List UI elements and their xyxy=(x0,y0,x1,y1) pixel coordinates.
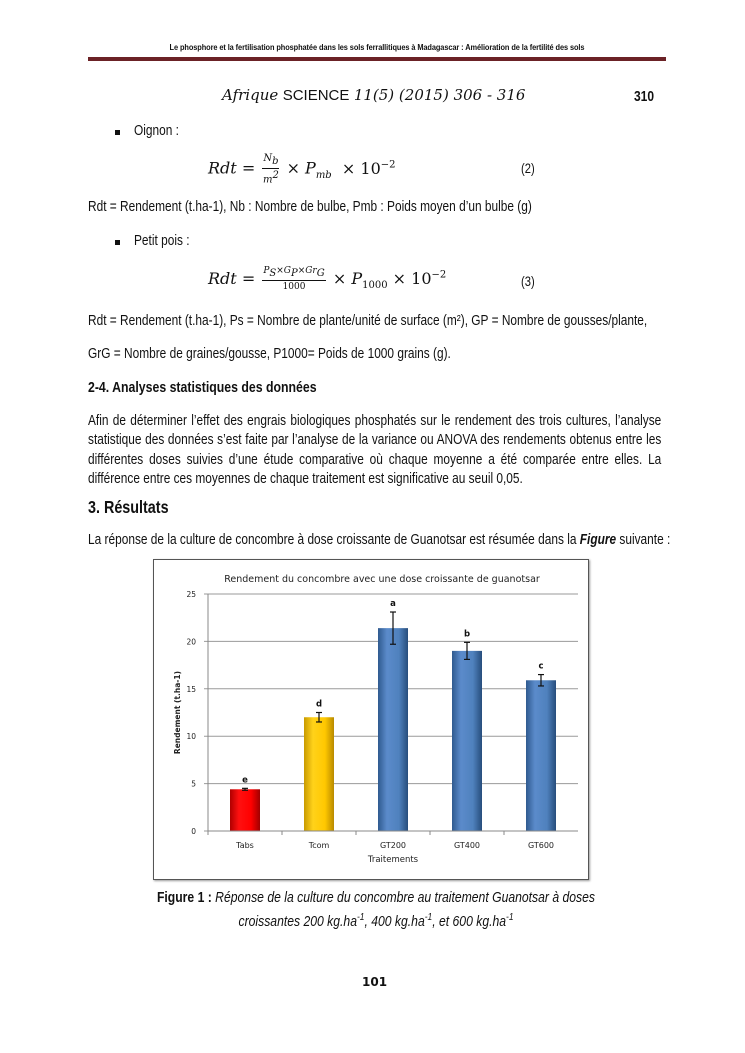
y-tick-label: 10 xyxy=(186,732,196,742)
y-tick-label: 15 xyxy=(186,684,196,694)
paragraph-line: différentes doses suivies d’une étude comparative où chaque moyenne a été comparée entre elles. La xyxy=(88,451,662,468)
journal-reference xyxy=(222,86,525,105)
equation-petit-pois: Rdt = $\frac{P_S\times G_P\times Gr_G}{1000}$ × $P_{1000} \times 10^{-2}$ xyxy=(208,266,447,292)
paragraph-line: statistique des données s’est faite par l’analyse de la variance ou ANOVA des rendements obtenus entre les xyxy=(88,432,662,449)
y-tick-label: 0 xyxy=(191,827,196,836)
bar-tabs xyxy=(230,789,260,831)
figure-label: Figure 1 : xyxy=(156,890,212,906)
y-tick-label: 20 xyxy=(186,637,196,647)
petit-pois-label: Petit pois : xyxy=(134,233,190,249)
journal-volume: 11(5) (2015) 306 - 316 xyxy=(353,86,526,104)
bullet-icon xyxy=(115,130,120,135)
oignon-definition: Rdt = Rendement (t.ha-1), Nb : Nombre de bulbe, Pmb : Poids moyen d’un bulbe (g) xyxy=(88,199,532,215)
resultats-intro xyxy=(88,532,670,548)
journal-page-number: 310 xyxy=(634,88,655,105)
x-tick-label: Tcom xyxy=(308,841,330,850)
x-tick-label: Tabs xyxy=(236,841,254,850)
oignon-label: Oignon : xyxy=(134,123,179,139)
figure-caption-text: Réponse de la culture du concombre au traitement Guanotsar à doses croissantes 200 $kg.ha^{-1}$, 400 $kg.ha^{-1}$, et 600 $kg.ha^{-1}$ xyxy=(215,890,596,930)
equation-number-2: (2) xyxy=(521,160,535,176)
significance-letter: c xyxy=(538,661,544,672)
x-tick-label: GT600 xyxy=(527,841,555,850)
y-tick-label: 25 xyxy=(186,590,196,599)
equation-number-3: (3) xyxy=(521,273,535,289)
petit-pois-definition-1: Rdt = Rendement (t.ha-1), Ps = Nombre de plante/unité de surface (m²), GP = Nombre de gousses/plante, xyxy=(88,313,648,329)
journal-name-caps: SCIENCE xyxy=(282,87,350,104)
journal-name-italic: Afrique xyxy=(222,86,279,104)
footer-page-number: 101 xyxy=(362,975,388,989)
significance-letter: e xyxy=(242,775,248,786)
bar-gt400 xyxy=(452,651,482,831)
y-axis-label: Rendement (t.ha-1) xyxy=(173,670,182,755)
figure-caption xyxy=(141,888,611,932)
chart-container xyxy=(153,559,589,880)
header-rule xyxy=(88,57,666,61)
significance-letter: b xyxy=(463,629,471,640)
x-axis-label: Traitements xyxy=(367,855,419,865)
running-header-title: Le phosphore et la fertilisation phosphatée dans les sols ferrallitiques à Madagascar : Amélioration de la fertilité des sols xyxy=(169,42,585,52)
section-heading-analyses: 2-4. Analyses statistiques des données xyxy=(88,379,317,396)
analyses-paragraph xyxy=(88,412,661,490)
bullet-icon xyxy=(115,240,120,245)
x-tick-label: GT400 xyxy=(453,841,481,850)
paragraph-line: différence entre ces moyennes de chaque traitement est significative au seuil 0,05. xyxy=(88,471,523,488)
chart-title: Rendement du concombre avec une dose croissante de guanotsar xyxy=(224,574,540,585)
significance-letter: a xyxy=(390,599,396,610)
figure-reference: Figure xyxy=(579,532,617,548)
significance-letter: d xyxy=(315,699,323,710)
bar-gt200 xyxy=(378,628,408,831)
y-tick-label: 5 xyxy=(191,779,196,789)
equation-oignon: Rdt = $\frac{N_b}{m^2}$ × $P_{mb} \times 10^{-2}$ xyxy=(208,153,396,186)
bar-tcom xyxy=(304,717,334,831)
intro-text-end: suivante : xyxy=(616,532,671,548)
bar-chart xyxy=(154,560,588,879)
paragraph-line: Afin de déterminer l’effet des engrais biologiques phosphatés sur le rendement des trois cultures, l’analyse xyxy=(88,413,662,429)
section-heading-resultats: 3. Résultats xyxy=(88,497,169,517)
x-tick-label: GT200 xyxy=(379,841,407,850)
bar-gt600 xyxy=(526,680,556,831)
intro-text: La réponse de la culture de concombre à dose croissante de Guanotsar est résumée dans la xyxy=(88,532,580,548)
petit-pois-definition-2: GrG = Nombre de graines/gousse, P1000= Poids de 1000 grains (g). xyxy=(88,346,451,362)
